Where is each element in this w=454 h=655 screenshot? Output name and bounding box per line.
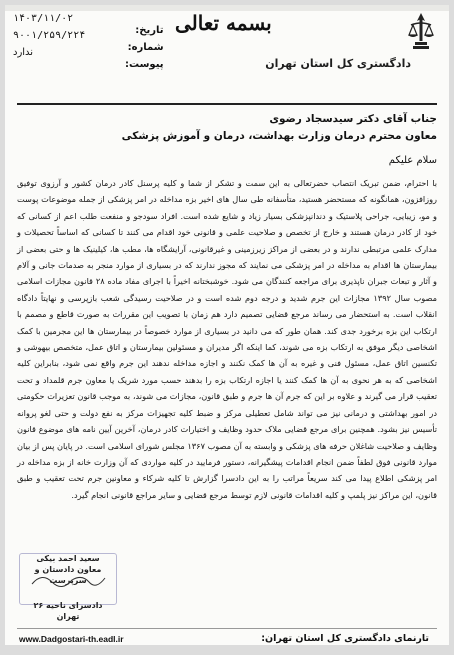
recipient-title: معاون محترم درمان وزارت بهداشت، درمان و آموزش پزشکی xyxy=(121,130,437,142)
letter-page xyxy=(5,5,449,645)
signer-title: معاون دادستان و سرپرست xyxy=(34,565,102,585)
header-divider xyxy=(17,103,437,105)
attachment-value: ندارد xyxy=(13,47,34,58)
signer-name: سعید احمد بیکی xyxy=(36,554,100,563)
meta-labels xyxy=(125,25,164,76)
footer-divider xyxy=(17,628,437,629)
handwritten-signature xyxy=(27,570,107,590)
meta-values xyxy=(13,13,85,64)
date-label: تاریخ: xyxy=(135,25,164,36)
number-label: شماره: xyxy=(127,42,164,53)
organization-name: دادگستری کل استان تهران xyxy=(265,57,411,70)
recipient-block xyxy=(122,111,437,145)
judiciary-emblem-icon xyxy=(407,11,435,51)
footer-url[interactable]: www.Dadgostari-th.eadl.ir xyxy=(19,634,124,644)
greeting: سلام علیکم xyxy=(388,155,437,166)
recipient-name: جناب آقای دکتر سیدسجاد رضوی xyxy=(269,113,437,125)
signer-office: دادسرای ناحیه ۲۶ تهران xyxy=(33,601,103,621)
number-value: ۹۰۰۱/۲۵۹/۲۲۴ xyxy=(13,30,86,41)
bismillah-heading: بسمه تعالی xyxy=(175,11,272,35)
attachment-label: پیوست: xyxy=(125,59,164,70)
letter-body: با احترام، ضمن تبریک انتصاب حضرتعالی به این سمت و تشکر از شما و کلیه پرسنل کادر درمان کشور و آرزوی توفیق روزافزون، همانگونه که مستحضر هستید، متأسفانه طی سال های اخیر بزه مداخله در امر پزشکی از جمله موضوعات پوست و مو، زیبایی، جراحی پلاستیک و دندانپزشکی بسیار زیاد و شایع شده است. افراد سودجو و منفعت طلب اعم از کسانی که خود از کادر درمان هستند و خارج از تخصص و صلاحیت علمی و قانونی خود اقدام می کنند تا کسانی که اساساً تحصیلات و مدارک علمی مرتبطی ندارند و در بعضی از مراکز زیرزمینی و غیرقانونی، آرایشگاه ها، مطب ها، کیلینیک ها و حتی بعضی از بیمارستان ها اقدام به مداخله در امر پزشکی می نمایند که مجوز ندارند که در بسیاری از موارد منجر به صدمات جانی و آلام و آثار و تبعات جبران ناپذیری برای مراجعه کنندگان می شود. خوشبختانه اخیراً با اجرای مفاد ماده ۲۸ قانون مجازات اسلامی مصوب سال ۱۳۹۲ مجازات این جرم شدید و درجه دوم شده است و در صلاحیت رسیدگی شعب بازپرسی و نهایتاً دادگاه انقلاب است. به استحضار می رساند مرجع قضایی تصمیم دارد هم زمان با تصویب این مقررات به صورت قاطع و مصمم با ارتکاب این بزه برخورد جدی کند. همان طور که می دانید در بسیاری از موارد خصوصاً در بیمارستان ها این مجرمین با کمک اشخاصی دیگر موفق به ارتکاب بزه می شوند، کما اینکه اگر مدیران و مسئولین بیمارستان و اتاق عمل، متخصص بیهوشی و تکنسین اتاق عمل، مسئول فنی و غیره به آن ها کمک نکنند و اجازه مداخله ندهند این جرم واقع نمی شود، بنابراین کلیه اشخاصی که به هر نحوی به آن ها کمک کنند یا اجازه ارتکاب بزه را بدهند حسب مورد شریک یا معاون جرم قلمداد و تحت تعقیب قرار می گیرند و علاوه بر این که جرم آن ها جرم و طبق قانون، مجازات می شوند، به موجب قانون تعزیرات حکومتی در امور بهداشتی و درمانی نیز می تواند شامل تعطیلی مرکز و ضبط کلیه تجهیزات مرکز به نفع دولت و حتی لغو پروانه تأسیس نیز بشود. همچنین برای مرجع قضایی ملاک حدود وظایف و اختیارات کادر درمان، آخرین آیین نامه های موضوع قانون وظایف و صلاحیت شاغلان حرفه های پزشکی و وابسته به آن مصوب ۱۳۶۷ مجلس شورای اسلامی است. در پایان پس از بیان موارد قانونی فوق لطفاً ضمن انجام اقدامات پیشگیرانه، دستور فرمایید در کلیه مواردی که آن وزارت خانه از بزه مداخله در امر پزشکی اطلاع پیدا می کند سریعاً مراتب را به این دادسرا گزارش تا کلیه شرکاء و معاونین جرم تحت تعقیب و طبق قانون، این مراکز نیز پلمپ و کلیه اقدامات قانونی لازم توسط مرجع قضایی و سایر مراجع قانونی انجام گیرد. xyxy=(17,178,438,500)
date-value: ۱۴۰۳/۱۱/۰۲ xyxy=(13,13,74,24)
footer-title: تارنمای دادگستری کل استان تهران: xyxy=(261,633,429,644)
